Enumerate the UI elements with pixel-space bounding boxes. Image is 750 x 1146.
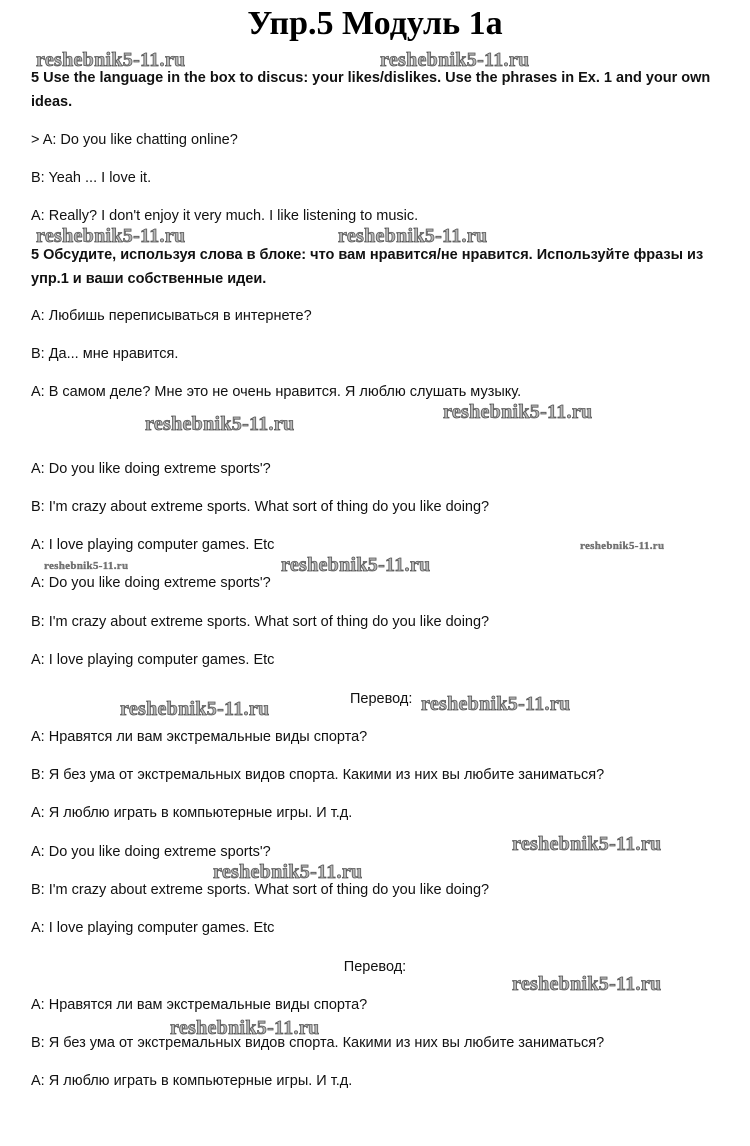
dialog-line: A: Do you like doing extreme sports'? <box>31 461 271 477</box>
dialog-line: A: I love playing computer games. Etc <box>31 920 275 936</box>
dialog-line: A: Do you like doing extreme sports'? <box>31 575 271 591</box>
watermark: reshebnik5-11.ru <box>36 49 186 71</box>
dialog-line: B: I'm crazy about extreme sports. What sort of thing do you like doing? <box>31 614 490 630</box>
watermark: reshebnik5-11.ru <box>213 861 363 883</box>
dialog-line: A: В самом деле? Мне это не очень нравится. Я люблю слушать музыку. <box>31 384 522 400</box>
dialog-line: A: Любишь переписываться в интернете? <box>31 308 312 324</box>
page-title: Упр.5 Модуль 1а <box>247 5 503 42</box>
dialog-line: A: Do you like doing extreme sports'? <box>31 844 271 860</box>
watermark: reshebnik5-11.ru <box>281 554 431 576</box>
watermark: reshebnik5-11.ru <box>36 225 186 247</box>
watermark: reshebnik5-11.ru <box>380 49 530 71</box>
translation-label: Перевод: <box>350 691 413 707</box>
dialog-line: B: I'm crazy about extreme sports. What sort of thing do you like doing? <box>31 499 490 515</box>
watermark: reshebnik5-11.ru <box>120 698 270 720</box>
dialog-line: B: I'm crazy about extreme sports. What sort of thing do you like doing? <box>31 882 490 898</box>
dialog-line: A: Нравятся ли вам экстремальные виды спорта? <box>31 997 368 1013</box>
dialog-line: B: Yeah ... I love it. <box>31 170 152 186</box>
watermark: reshebnik5-11.ru <box>338 225 488 247</box>
dialog-line: A: Нравятся ли вам экстремальные виды спорта? <box>31 729 368 745</box>
dialog-line: B: Да... мне нравится. <box>31 346 179 362</box>
task-heading-ru: 5 Обсудите, используя слова в блоке: что вам нравится/не нравится. Используйте фразы из упр.1 и ваши собственные идеи. <box>31 247 704 287</box>
watermark: reshebnik5-11.ru <box>421 693 571 715</box>
watermark: reshebnik5-11.ru <box>512 833 662 855</box>
dialog-line: > A: Do you like chatting online? <box>31 132 238 148</box>
dialog-line: A: I love playing computer games. Etc <box>31 537 275 553</box>
dialog-line: A: Я люблю играть в компьютерные игры. И т.д. <box>31 805 353 821</box>
watermark: reshebnik5-11.ru <box>44 560 129 572</box>
watermark: reshebnik5-11.ru <box>443 401 593 423</box>
dialog-line: B: Я без ума от экстремальных видов спорта. Какими из них вы любите заниматься? <box>31 767 605 783</box>
dialog-line: A: Really? I don't enjoy it very much. I like listening to music. <box>31 208 419 224</box>
dialog-line: A: I love playing computer games. Etc <box>31 652 275 668</box>
translation-label: Перевод: <box>343 959 407 975</box>
dialog-line: A: Я люблю играть в компьютерные игры. И т.д. <box>31 1073 353 1089</box>
watermark: reshebnik5-11.ru <box>512 973 662 995</box>
task-heading-en: 5 Use the language in the box to discus: your likes/dislikes. Use the phrases in Ex. 1 and your own ideas. <box>31 70 711 110</box>
dialog-line: B: Я без ума от экстремальных видов спорта. Какими из них вы любите заниматься? <box>31 1035 605 1051</box>
watermark: reshebnik5-11.ru <box>170 1017 320 1039</box>
watermark: reshebnik5-11.ru <box>580 540 665 552</box>
watermark: reshebnik5-11.ru <box>145 413 295 435</box>
